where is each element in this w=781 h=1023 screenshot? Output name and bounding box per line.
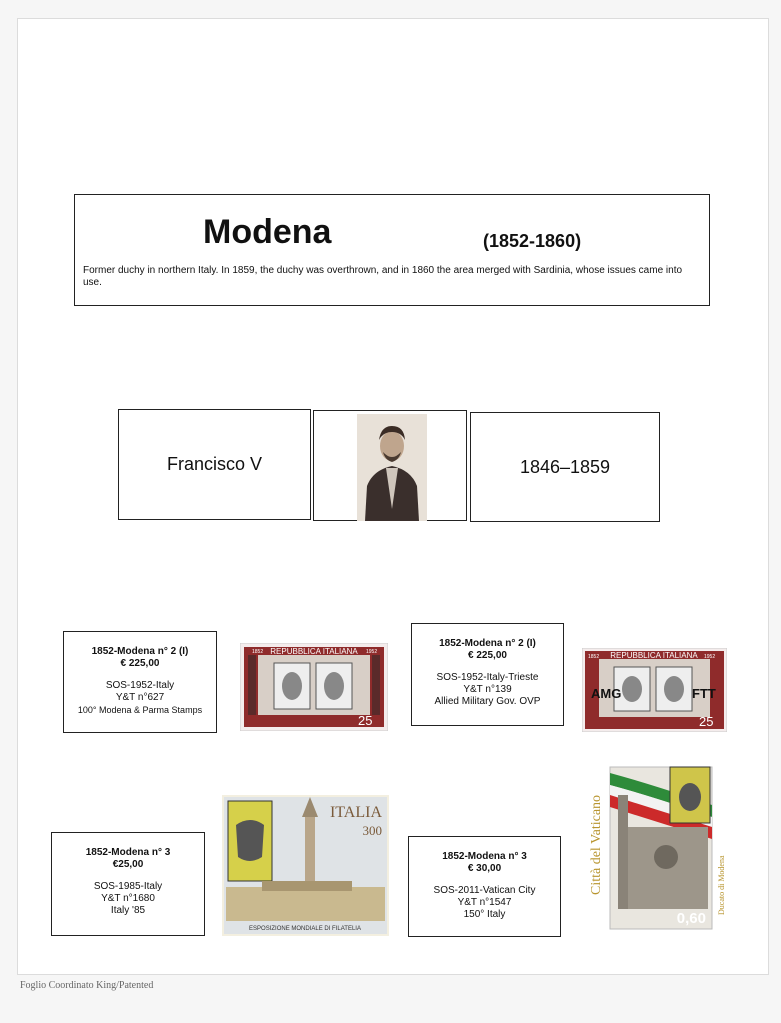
stamp-catalog: Y&T n°1547: [457, 897, 512, 908]
stamp-price: € 225,00: [468, 650, 507, 661]
stamp-image-1952-italy: [240, 643, 388, 731]
stamp-info-2: [411, 623, 564, 726]
stamp-title: 1852-Modena n° 3: [442, 851, 527, 862]
stamp-image-2011-vatican: [584, 765, 729, 931]
ruler-portrait-box: [313, 410, 467, 521]
ruler-reign-box: [470, 412, 660, 522]
stamp-caption: ESPOSIZIONE MONDIALE DI FILATELIA: [249, 926, 361, 932]
stamp-country: REPUBBLICA ITALIANA: [610, 651, 698, 660]
stamp-image-1985-italia: [222, 795, 389, 936]
stamp-issue: SOS-1952-Italy-Trieste: [436, 672, 539, 683]
stamp-issue: SOS-2011-Vatican City: [433, 885, 536, 896]
stamp-year-right: 1952: [704, 654, 716, 660]
header-box: [74, 194, 710, 306]
stamp-issue: SOS-1952-Italy: [105, 680, 175, 691]
stamp-note: Italy '85: [110, 905, 146, 916]
stamp-value: 0,60: [676, 910, 706, 927]
stamp-price: €25,00: [112, 859, 144, 870]
stamp-title: 1852-Modena n° 3: [85, 847, 171, 858]
ruler-reign: 1846–1859: [519, 456, 611, 477]
page-footer: Foglio Coordinato King/Patented: [20, 980, 154, 991]
stamp-country: Città del Vaticano: [589, 794, 604, 895]
ruler-portrait: [357, 414, 427, 521]
overprint-right: FTT: [692, 686, 716, 701]
stamp-catalog: Y&T n°1680: [101, 893, 155, 904]
stamp-title: 1852-Modena n° 2 (I): [439, 638, 536, 649]
stamp-issue: SOS-1985-Italy: [93, 881, 163, 892]
stamp-catalog: Y&T n°627: [115, 692, 165, 703]
stamp-side: Ducato di Modena: [717, 855, 726, 915]
ruler-name: Francisco V: [166, 454, 263, 474]
page-years: (1852-1860): [483, 231, 582, 251]
stamp-note: 150° Italy: [463, 909, 506, 920]
stamp-year-left: 1852: [252, 649, 264, 655]
stamp-value: 25: [699, 714, 714, 729]
stamp-value: 300: [362, 823, 382, 838]
stamp-price: € 30,00: [467, 863, 502, 874]
stamp-year-left: 1852: [588, 654, 600, 660]
stamp-image-1952-trieste: [582, 648, 727, 732]
stamp-note: 100° Modena & Parma Stamps: [77, 705, 203, 715]
stamp-title: 1852-Modena n° 2 (I): [91, 646, 189, 657]
stamp-info-1: [63, 631, 217, 733]
stamp-country: REPUBBLICA ITALIANA: [270, 647, 358, 656]
page-title: Modena: [203, 213, 332, 251]
stamp-country: ITALIA: [329, 804, 382, 821]
ruler-name-box: [118, 409, 311, 520]
overprint-left: AMG: [591, 686, 622, 701]
stamp-note: Allied Military Gov. OVP: [434, 696, 541, 707]
stamp-price: € 225,00: [120, 658, 160, 669]
stamp-value: 25: [358, 713, 373, 728]
stamp-year-right: 1952: [366, 649, 378, 655]
stamp-info-4: [408, 836, 561, 937]
page-description: Former duchy in northern Italy. In 1859, the duchy was overthrown, and in 1860 the area merged with Sardinia, whose issues came into use.: [83, 265, 683, 288]
stamp-info-3: [51, 832, 205, 936]
stamp-catalog: Y&T n°139: [463, 684, 512, 695]
